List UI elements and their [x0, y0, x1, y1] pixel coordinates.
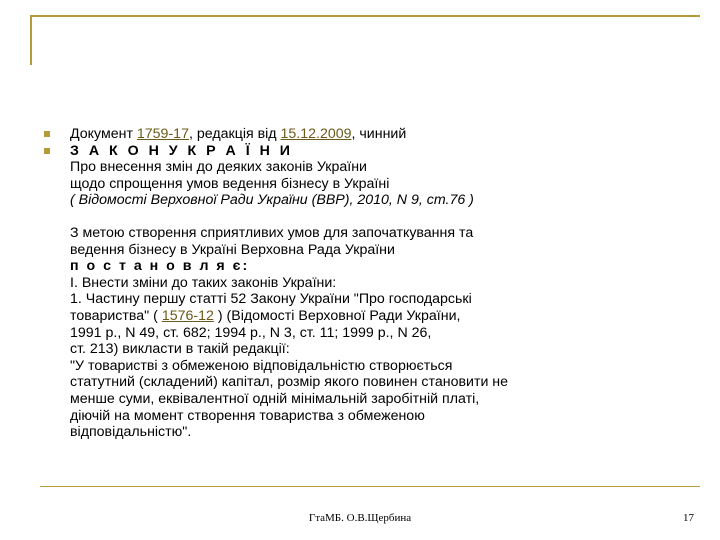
body-line-6 [70, 308, 684, 325]
document-number-link[interactable]: 1759-17 [136, 126, 189, 142]
bottom-frame-rule [40, 486, 700, 487]
page-number: 17 [683, 512, 694, 524]
left-frame-rule [30, 15, 32, 65]
body-line-10: статутний (складений) капітал, розмір якого повинен становити не [70, 374, 509, 391]
document-prefix: Документ [70, 126, 137, 142]
body-line-8: ст. 213) викласти в такій редакції: [70, 341, 290, 358]
source-reference: ( Відомості Верховної Ради України (ВВР), 2010, N 9, ст.76 ) [70, 192, 474, 209]
body-line-7: 1991 р., N 49, ст. 682; 1994 р., N 3, ст. 11; 1999 р., N 26, [70, 324, 432, 341]
document-mid: , редакція від [188, 126, 281, 142]
bullet-square-icon [44, 148, 50, 154]
bullet-item-document [44, 126, 684, 143]
document-suffix: , чинний [351, 126, 407, 142]
body-line-6-pre: товариства" ( [70, 307, 162, 324]
body-line-5: 1. Частину першу статті 52 Закону України "Про господарські [70, 291, 472, 308]
body-line-12: діючій на момент створення товариства з обмеженою [70, 407, 425, 424]
body-line-1: З метою створення сприятливих умов для започаткування та [70, 224, 474, 241]
body-line-6-post: ) (Відомості Верховної Ради України, [213, 307, 461, 324]
document-date-link[interactable]: 15.12.2009 [280, 126, 352, 142]
body-line-2: ведення бізнесу в Україні Верховна Рада України [70, 241, 395, 258]
footer-author: ГтаМБ. О.В.Щербина [308, 512, 412, 524]
decree-word: п о с т а н о в л я є: [70, 258, 250, 275]
body-line-4: I. Внести зміни до таких законів України: [70, 274, 337, 291]
slide-content [44, 126, 684, 441]
bullet-square-icon [44, 131, 50, 137]
law-heading: З А К О Н У К Р А Ї Н И [70, 142, 293, 159]
top-frame-rule [30, 15, 700, 17]
law-1576-12-link[interactable]: 1576-12 [161, 307, 214, 324]
bullet-item-law [44, 143, 684, 441]
law-title-line-1: Про внесення змін до деяких законів України [70, 159, 367, 176]
body-line-11: менше суми, еквівалентної одній мінімальній заробітній платі, [70, 390, 480, 407]
law-title-line-2: щодо спрощення умов ведення бізнесу в Україні [70, 175, 390, 192]
body-line-9: "У товаристві з обмеженою відповідальністю створюється [70, 357, 453, 374]
body-line-13: відповідальністю". [70, 424, 192, 441]
